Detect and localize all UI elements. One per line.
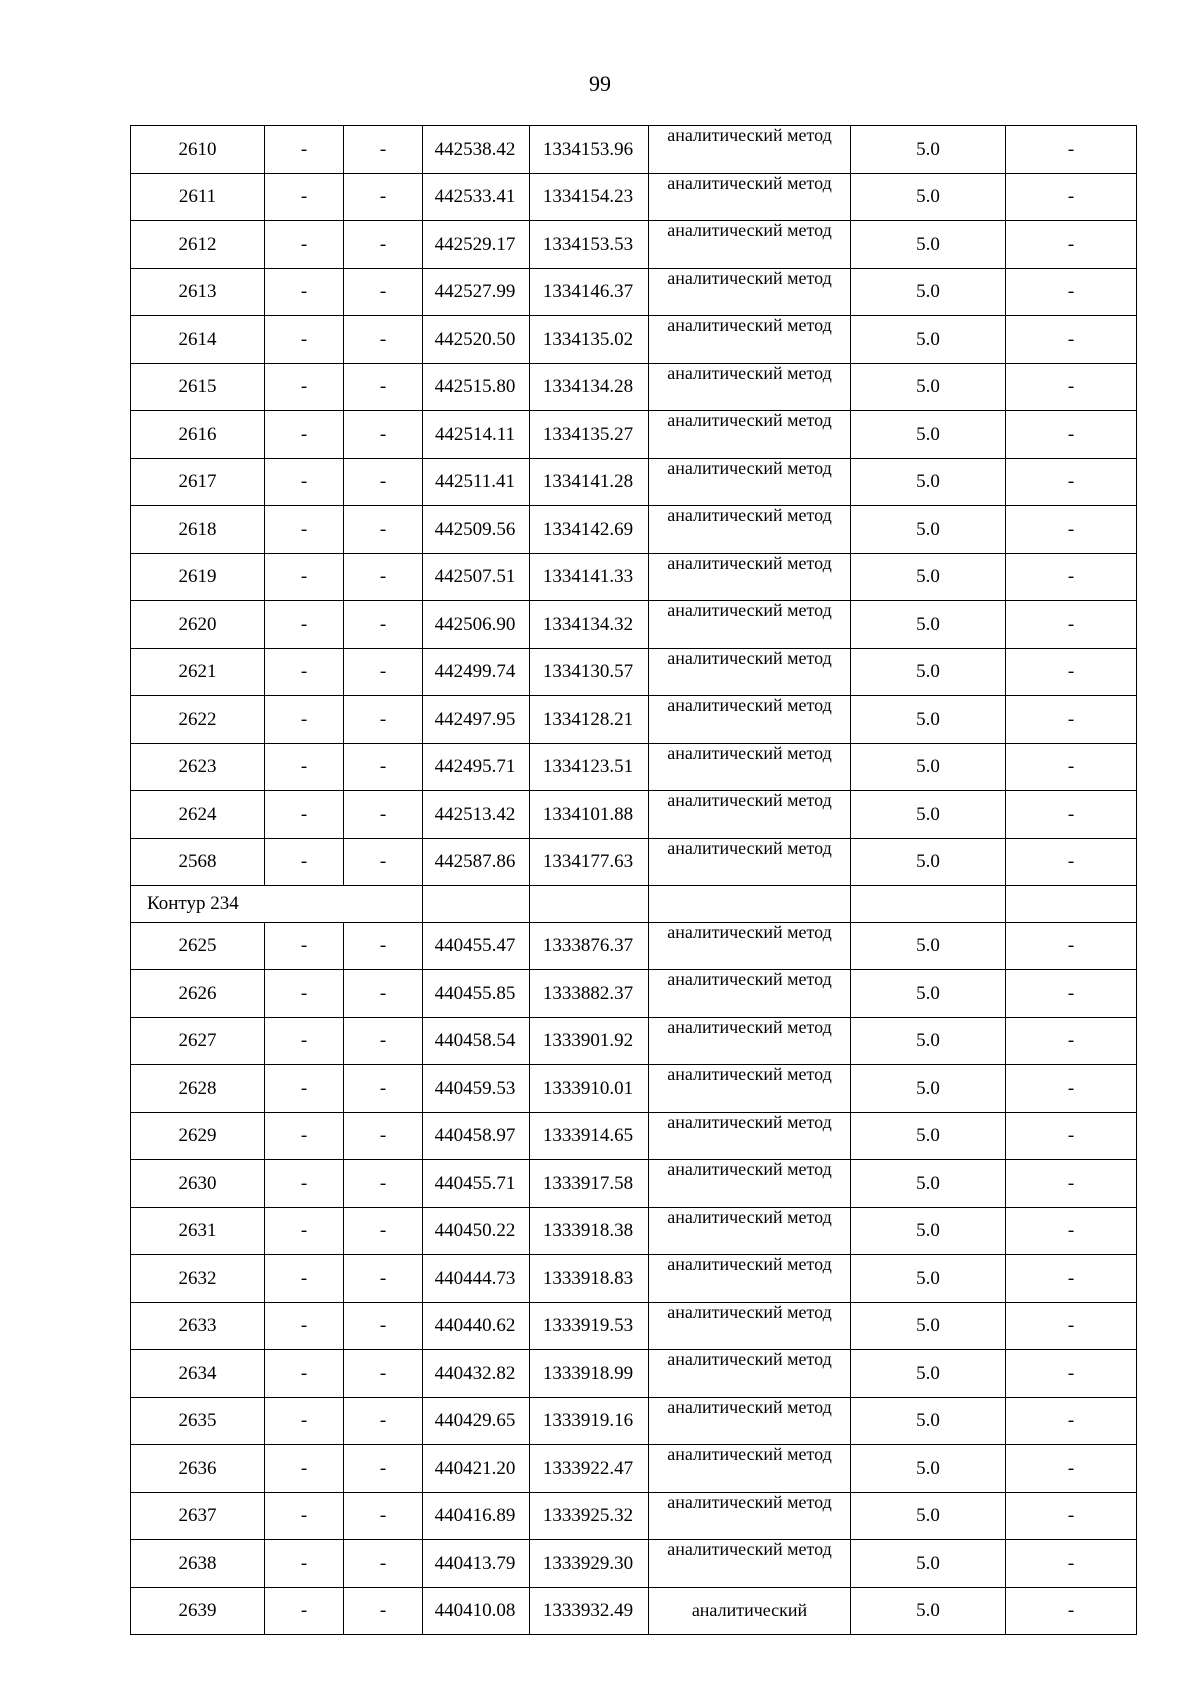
dash-cell: -: [1006, 743, 1137, 791]
x-coordinate-cell: 440455.71: [423, 1160, 530, 1208]
accuracy-cell: 5.0: [851, 1017, 1006, 1065]
coordinates-table: [130, 125, 1137, 1635]
method-cell: аналитический метод: [649, 1112, 851, 1160]
page-number: 99: [589, 71, 611, 96]
x-coordinate-cell: 442509.56: [423, 506, 530, 554]
accuracy-cell: 5.0: [851, 1065, 1006, 1113]
dash-cell: -: [265, 922, 344, 970]
accuracy-cell: 5.0: [851, 1207, 1006, 1255]
x-coordinate-cell: 440432.82: [423, 1350, 530, 1398]
point-number-cell: 2631: [131, 1207, 265, 1255]
accuracy-cell: 5.0: [851, 221, 1006, 269]
dash-cell: -: [265, 1445, 344, 1493]
dash-cell: -: [1006, 1540, 1137, 1588]
y-coordinate-cell: 1333910.01: [530, 1065, 649, 1113]
method-cell: аналитический метод: [649, 1350, 851, 1398]
dash-cell: -: [1006, 126, 1137, 174]
method-cell: аналитический метод: [649, 1397, 851, 1445]
dash-cell: -: [344, 1350, 423, 1398]
table-row: [131, 1065, 1137, 1113]
accuracy-cell: 5.0: [851, 1587, 1006, 1635]
table-row: [131, 743, 1137, 791]
dash-cell: -: [265, 648, 344, 696]
table-row: [131, 1207, 1137, 1255]
dash-cell: -: [265, 743, 344, 791]
method-cell: аналитический метод: [649, 221, 851, 269]
dash-cell: -: [1006, 411, 1137, 459]
x-coordinate-cell: 440455.85: [423, 970, 530, 1018]
x-coordinate-cell: 440458.97: [423, 1112, 530, 1160]
dash-cell: -: [1006, 1255, 1137, 1303]
dash-cell: -: [1006, 1397, 1137, 1445]
table-row: [131, 1112, 1137, 1160]
method-cell: аналитический метод: [649, 316, 851, 364]
table-row: [131, 1492, 1137, 1540]
dash-cell: -: [344, 221, 423, 269]
dash-cell: -: [265, 173, 344, 221]
dash-cell: -: [1006, 1017, 1137, 1065]
method-cell: аналитический метод: [649, 648, 851, 696]
method-cell: аналитический метод: [649, 743, 851, 791]
contour-header-row: [131, 886, 1137, 923]
dash-cell: -: [1006, 173, 1137, 221]
dash-cell: -: [1006, 648, 1137, 696]
y-coordinate-cell: 1334101.88: [530, 791, 649, 839]
dash-cell: -: [1006, 458, 1137, 506]
y-coordinate-cell: 1334142.69: [530, 506, 649, 554]
dash-cell: -: [344, 838, 423, 886]
empty-cell: [1006, 886, 1137, 923]
table-row: [131, 838, 1137, 886]
point-number-cell: 2626: [131, 970, 265, 1018]
accuracy-cell: 5.0: [851, 970, 1006, 1018]
accuracy-cell: 5.0: [851, 1540, 1006, 1588]
x-coordinate-cell: 440450.22: [423, 1207, 530, 1255]
point-number-cell: 2621: [131, 648, 265, 696]
y-coordinate-cell: 1334146.37: [530, 268, 649, 316]
table-row: [131, 1587, 1137, 1635]
point-number-cell: 2617: [131, 458, 265, 506]
y-coordinate-cell: 1334135.27: [530, 411, 649, 459]
point-number-cell: 2568: [131, 838, 265, 886]
x-coordinate-cell: 442499.74: [423, 648, 530, 696]
x-coordinate-cell: 440459.53: [423, 1065, 530, 1113]
dash-cell: -: [1006, 1445, 1137, 1493]
accuracy-cell: 5.0: [851, 743, 1006, 791]
x-coordinate-cell: 442529.17: [423, 221, 530, 269]
accuracy-cell: 5.0: [851, 1445, 1006, 1493]
table-row: [131, 363, 1137, 411]
dash-cell: -: [265, 1397, 344, 1445]
dash-cell: -: [1006, 1587, 1137, 1635]
method-cell: аналитический метод: [649, 506, 851, 554]
dash-cell: -: [1006, 316, 1137, 364]
dash-cell: -: [344, 1112, 423, 1160]
accuracy-cell: 5.0: [851, 411, 1006, 459]
point-number-cell: 2610: [131, 126, 265, 174]
y-coordinate-cell: 1334130.57: [530, 648, 649, 696]
y-coordinate-cell: 1334141.33: [530, 553, 649, 601]
dash-cell: -: [1006, 1207, 1137, 1255]
dash-cell: -: [344, 791, 423, 839]
dash-cell: -: [344, 506, 423, 554]
point-number-cell: 2634: [131, 1350, 265, 1398]
dash-cell: -: [265, 1065, 344, 1113]
dash-cell: -: [265, 1587, 344, 1635]
dash-cell: -: [265, 1207, 344, 1255]
y-coordinate-cell: 1333882.37: [530, 970, 649, 1018]
method-cell: аналитический метод: [649, 1160, 851, 1208]
dash-cell: -: [265, 1017, 344, 1065]
dash-cell: -: [344, 1255, 423, 1303]
accuracy-cell: 5.0: [851, 922, 1006, 970]
table-row: [131, 1160, 1137, 1208]
method-cell: аналитический метод: [649, 1492, 851, 1540]
accuracy-cell: 5.0: [851, 1492, 1006, 1540]
method-cell: аналитический метод: [649, 1017, 851, 1065]
dash-cell: -: [1006, 1112, 1137, 1160]
method-cell: аналитический метод: [649, 173, 851, 221]
y-coordinate-cell: 1333918.99: [530, 1350, 649, 1398]
accuracy-cell: 5.0: [851, 601, 1006, 649]
dash-cell: -: [1006, 363, 1137, 411]
dash-cell: -: [344, 1540, 423, 1588]
table-row: [131, 696, 1137, 744]
dash-cell: -: [344, 1017, 423, 1065]
table-row: [131, 126, 1137, 174]
dash-cell: -: [265, 1160, 344, 1208]
dash-cell: -: [1006, 970, 1137, 1018]
point-number-cell: 2624: [131, 791, 265, 839]
accuracy-cell: 5.0: [851, 363, 1006, 411]
y-coordinate-cell: 1333914.65: [530, 1112, 649, 1160]
dash-cell: -: [265, 696, 344, 744]
dash-cell: -: [1006, 1350, 1137, 1398]
dash-cell: -: [344, 458, 423, 506]
dash-cell: -: [344, 1587, 423, 1635]
dash-cell: -: [344, 648, 423, 696]
method-cell: аналитический метод: [649, 970, 851, 1018]
accuracy-cell: 5.0: [851, 1302, 1006, 1350]
point-number-cell: 2630: [131, 1160, 265, 1208]
method-cell: аналитический метод: [649, 1540, 851, 1588]
point-number-cell: 2620: [131, 601, 265, 649]
y-coordinate-cell: 1334153.53: [530, 221, 649, 269]
y-coordinate-cell: 1334153.96: [530, 126, 649, 174]
dash-cell: -: [344, 553, 423, 601]
dash-cell: -: [344, 601, 423, 649]
dash-cell: -: [1006, 506, 1137, 554]
dash-cell: -: [1006, 791, 1137, 839]
dash-cell: -: [1006, 838, 1137, 886]
point-number-cell: 2637: [131, 1492, 265, 1540]
x-coordinate-cell: 442520.50: [423, 316, 530, 364]
dash-cell: -: [1006, 601, 1137, 649]
accuracy-cell: 5.0: [851, 316, 1006, 364]
accuracy-cell: 5.0: [851, 1350, 1006, 1398]
method-cell: аналитический метод: [649, 1255, 851, 1303]
empty-cell: [530, 886, 649, 923]
y-coordinate-cell: 1333919.53: [530, 1302, 649, 1350]
point-number-cell: 2619: [131, 553, 265, 601]
dash-cell: -: [344, 1445, 423, 1493]
dash-cell: -: [344, 1302, 423, 1350]
table-row: [131, 791, 1137, 839]
method-cell: аналитический метод: [649, 126, 851, 174]
x-coordinate-cell: 442538.42: [423, 126, 530, 174]
accuracy-cell: 5.0: [851, 506, 1006, 554]
y-coordinate-cell: 1333901.92: [530, 1017, 649, 1065]
accuracy-cell: 5.0: [851, 696, 1006, 744]
y-coordinate-cell: 1333925.32: [530, 1492, 649, 1540]
x-coordinate-cell: 440429.65: [423, 1397, 530, 1445]
y-coordinate-cell: 1333932.49: [530, 1587, 649, 1635]
point-number-cell: 2613: [131, 268, 265, 316]
dash-cell: -: [265, 1255, 344, 1303]
point-number-cell: 2627: [131, 1017, 265, 1065]
table-row: [131, 1255, 1137, 1303]
accuracy-cell: 5.0: [851, 268, 1006, 316]
dash-cell: -: [1006, 1160, 1137, 1208]
table-row: [131, 648, 1137, 696]
point-number-cell: 2625: [131, 922, 265, 970]
x-coordinate-cell: 440410.08: [423, 1587, 530, 1635]
y-coordinate-cell: 1334128.21: [530, 696, 649, 744]
contour-label: Контур 234: [131, 886, 423, 923]
table-row: [131, 411, 1137, 459]
dash-cell: -: [265, 1492, 344, 1540]
empty-cell: [649, 886, 851, 923]
dash-cell: -: [265, 458, 344, 506]
x-coordinate-cell: 442495.71: [423, 743, 530, 791]
x-coordinate-cell: 442515.80: [423, 363, 530, 411]
empty-cell: [423, 886, 530, 923]
accuracy-cell: 5.0: [851, 1160, 1006, 1208]
dash-cell: -: [344, 1207, 423, 1255]
dash-cell: -: [265, 970, 344, 1018]
dash-cell: -: [265, 1540, 344, 1588]
dash-cell: -: [265, 363, 344, 411]
point-number-cell: 2611: [131, 173, 265, 221]
dash-cell: -: [265, 221, 344, 269]
dash-cell: -: [344, 970, 423, 1018]
y-coordinate-cell: 1334134.28: [530, 363, 649, 411]
empty-cell: [851, 886, 1006, 923]
dash-cell: -: [344, 1397, 423, 1445]
x-coordinate-cell: 442506.90: [423, 601, 530, 649]
dash-cell: -: [344, 1065, 423, 1113]
dash-cell: -: [344, 173, 423, 221]
point-number-cell: 2615: [131, 363, 265, 411]
accuracy-cell: 5.0: [851, 458, 1006, 506]
point-number-cell: 2612: [131, 221, 265, 269]
x-coordinate-cell: 440421.20: [423, 1445, 530, 1493]
method-cell: аналитический метод: [649, 268, 851, 316]
x-coordinate-cell: 440413.79: [423, 1540, 530, 1588]
point-number-cell: 2639: [131, 1587, 265, 1635]
dash-cell: -: [265, 553, 344, 601]
dash-cell: -: [344, 743, 423, 791]
dash-cell: -: [265, 791, 344, 839]
x-coordinate-cell: 440416.89: [423, 1492, 530, 1540]
method-cell: аналитический метод: [649, 553, 851, 601]
table-row: [131, 922, 1137, 970]
dash-cell: -: [1006, 221, 1137, 269]
method-cell: аналитический метод: [649, 791, 851, 839]
dash-cell: -: [344, 268, 423, 316]
table-row: [131, 601, 1137, 649]
point-number-cell: 2632: [131, 1255, 265, 1303]
y-coordinate-cell: 1333929.30: [530, 1540, 649, 1588]
accuracy-cell: 5.0: [851, 553, 1006, 601]
table-row: [131, 1540, 1137, 1588]
table-row: [131, 1445, 1137, 1493]
x-coordinate-cell: 440444.73: [423, 1255, 530, 1303]
accuracy-cell: 5.0: [851, 1397, 1006, 1445]
dash-cell: -: [344, 1160, 423, 1208]
table-row: [131, 1017, 1137, 1065]
x-coordinate-cell: 442587.86: [423, 838, 530, 886]
y-coordinate-cell: 1334123.51: [530, 743, 649, 791]
dash-cell: -: [265, 1350, 344, 1398]
dash-cell: -: [1006, 696, 1137, 744]
table-row: [131, 553, 1137, 601]
method-cell: аналитический метод: [649, 696, 851, 744]
x-coordinate-cell: 440440.62: [423, 1302, 530, 1350]
point-number-cell: 2629: [131, 1112, 265, 1160]
point-number-cell: 2623: [131, 743, 265, 791]
y-coordinate-cell: 1333919.16: [530, 1397, 649, 1445]
point-number-cell: 2618: [131, 506, 265, 554]
dash-cell: -: [265, 838, 344, 886]
y-coordinate-cell: 1334135.02: [530, 316, 649, 364]
dash-cell: -: [265, 1302, 344, 1350]
x-coordinate-cell: 442511.41: [423, 458, 530, 506]
accuracy-cell: 5.0: [851, 838, 1006, 886]
x-coordinate-cell: 442533.41: [423, 173, 530, 221]
method-cell: аналитический метод: [649, 838, 851, 886]
dash-cell: -: [344, 316, 423, 364]
dash-cell: -: [265, 601, 344, 649]
dash-cell: -: [344, 1492, 423, 1540]
x-coordinate-cell: 442513.42: [423, 791, 530, 839]
dash-cell: -: [344, 696, 423, 744]
table-row: [131, 173, 1137, 221]
method-cell: аналитический метод: [649, 1445, 851, 1493]
table-row: [131, 1302, 1137, 1350]
x-coordinate-cell: 442507.51: [423, 553, 530, 601]
accuracy-cell: 5.0: [851, 1112, 1006, 1160]
point-number-cell: 2622: [131, 696, 265, 744]
x-coordinate-cell: 442497.95: [423, 696, 530, 744]
method-cell: аналитический метод: [649, 1207, 851, 1255]
method-cell: аналитический метод: [649, 458, 851, 506]
point-number-cell: 2633: [131, 1302, 265, 1350]
point-number-cell: 2614: [131, 316, 265, 364]
method-cell: аналитический метод: [649, 1302, 851, 1350]
dash-cell: -: [1006, 553, 1137, 601]
y-coordinate-cell: 1333922.47: [530, 1445, 649, 1493]
method-cell: аналитический метод: [649, 601, 851, 649]
table-row: [131, 970, 1137, 1018]
x-coordinate-cell: 442514.11: [423, 411, 530, 459]
accuracy-cell: 5.0: [851, 648, 1006, 696]
y-coordinate-cell: 1333917.58: [530, 1160, 649, 1208]
method-cell: аналитический метод: [649, 411, 851, 459]
dash-cell: -: [1006, 268, 1137, 316]
y-coordinate-cell: 1333918.83: [530, 1255, 649, 1303]
accuracy-cell: 5.0: [851, 1255, 1006, 1303]
y-coordinate-cell: 1334134.32: [530, 601, 649, 649]
dash-cell: -: [1006, 1492, 1137, 1540]
dash-cell: -: [265, 1112, 344, 1160]
x-coordinate-cell: 440455.47: [423, 922, 530, 970]
point-number-cell: 2628: [131, 1065, 265, 1113]
y-coordinate-cell: 1334141.28: [530, 458, 649, 506]
dash-cell: -: [344, 922, 423, 970]
point-number-cell: 2636: [131, 1445, 265, 1493]
dash-cell: -: [265, 316, 344, 364]
x-coordinate-cell: 440458.54: [423, 1017, 530, 1065]
table-row: [131, 1350, 1137, 1398]
y-coordinate-cell: 1333918.38: [530, 1207, 649, 1255]
table-row: [131, 458, 1137, 506]
dash-cell: -: [344, 126, 423, 174]
dash-cell: -: [1006, 1302, 1137, 1350]
method-cell: аналитический метод: [649, 1065, 851, 1113]
table-row: [131, 506, 1137, 554]
dash-cell: -: [344, 411, 423, 459]
dash-cell: -: [1006, 922, 1137, 970]
accuracy-cell: 5.0: [851, 126, 1006, 174]
table-row: [131, 316, 1137, 364]
dash-cell: -: [265, 411, 344, 459]
accuracy-cell: 5.0: [851, 791, 1006, 839]
x-coordinate-cell: 442527.99: [423, 268, 530, 316]
point-number-cell: 2638: [131, 1540, 265, 1588]
point-number-cell: 2635: [131, 1397, 265, 1445]
y-coordinate-cell: 1333876.37: [530, 922, 649, 970]
dash-cell: -: [1006, 1065, 1137, 1113]
dash-cell: -: [344, 363, 423, 411]
accuracy-cell: 5.0: [851, 173, 1006, 221]
table-row: [131, 268, 1137, 316]
y-coordinate-cell: 1334177.63: [530, 838, 649, 886]
method-cell: аналитический метод: [649, 363, 851, 411]
table-body: [131, 126, 1137, 1635]
table-row: [131, 1397, 1137, 1445]
table-row: [131, 221, 1137, 269]
dash-cell: -: [265, 126, 344, 174]
method-cell: аналитический метод: [649, 922, 851, 970]
dash-cell: -: [265, 506, 344, 554]
method-cell: аналитический: [649, 1587, 851, 1635]
dash-cell: -: [265, 268, 344, 316]
point-number-cell: 2616: [131, 411, 265, 459]
y-coordinate-cell: 1334154.23: [530, 173, 649, 221]
